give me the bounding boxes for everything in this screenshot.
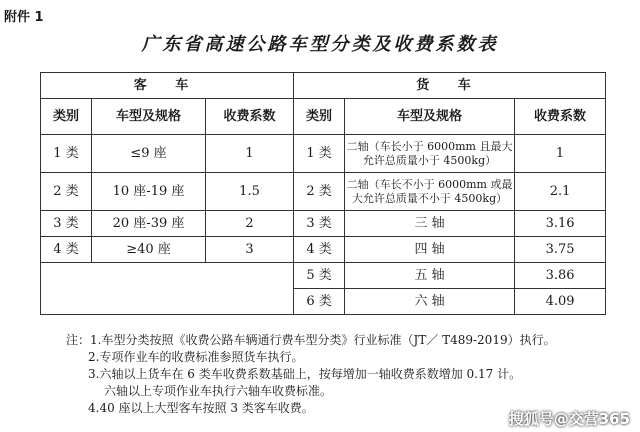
passenger-coef-cell: 1 <box>206 135 294 173</box>
note-line: 4.40 座以上大型客车按照 3 类客车收费。 <box>88 401 314 415</box>
fee-table <box>40 72 606 315</box>
passenger-spec-cell: ≥40 座 <box>92 237 206 263</box>
truck-coef-cell: 3.86 <box>515 263 606 289</box>
table-row <box>41 263 606 289</box>
passenger-spec-cell: ≤9 座 <box>92 135 206 173</box>
truck-class-cell: 4 类 <box>294 237 345 263</box>
passenger-coef-cell: 3 <box>206 237 294 263</box>
truck-coef-cell: 3.75 <box>515 237 606 263</box>
col-header-model: 车型及规格 <box>92 99 206 135</box>
document-title: 广东省高速公路车型分类及收费系数表 <box>141 34 499 55</box>
passenger-class-cell: 2 类 <box>41 173 92 211</box>
truck-class-cell: 3 类 <box>294 211 345 237</box>
truck-coef-cell: 4.09 <box>515 289 606 315</box>
truck-spec-cell: 五 轴 <box>345 263 515 289</box>
watermark: 搜狐号@交营365 <box>508 410 630 428</box>
col-header-coef: 收费系数 <box>206 99 294 135</box>
passenger-spec-cell: 20 座-39 座 <box>92 211 206 237</box>
passenger-class-cell: 4 类 <box>41 237 92 263</box>
table-row <box>41 237 606 263</box>
attachment-label: 附件 1 <box>4 10 44 25</box>
passenger-coef-cell: 1.5 <box>206 173 294 211</box>
note-line: 3.六轴以上货车在 6 类车收费系数基础上，按每增加一轴收费系数增加 0.17 计。 <box>88 367 522 381</box>
truck-coef-cell: 3.16 <box>515 211 606 237</box>
truck-spec-cell: 二轴（车长不小于 6000mm 或最大允许总质量不小于 4500kg） <box>345 173 515 211</box>
empty-passenger-cell <box>41 263 294 315</box>
note-line: 六轴以上专项作业车执行六轴车收费标准。 <box>104 384 333 398</box>
col-header-class: 类别 <box>41 99 92 135</box>
table-row <box>41 173 606 211</box>
table-row <box>41 135 606 173</box>
truck-coef-cell: 2.1 <box>515 173 606 211</box>
passenger-coef-cell: 2 <box>206 211 294 237</box>
passenger-group-header: 客 车 <box>41 73 294 99</box>
truck-group-header: 货 车 <box>294 73 606 99</box>
truck-spec-cell: 六 轴 <box>345 289 515 315</box>
passenger-class-cell: 1 类 <box>41 135 92 173</box>
table-row <box>41 211 606 237</box>
passenger-spec-cell: 10 座-19 座 <box>92 173 206 211</box>
col-header-coef: 收费系数 <box>515 99 606 135</box>
truck-class-cell: 2 类 <box>294 173 345 211</box>
truck-coef-cell: 1 <box>515 135 606 173</box>
passenger-class-cell: 3 类 <box>41 211 92 237</box>
note-line: 注：1.车型分类按照《收费公路车辆通行费车型分类》行业标准（JT／ T489-2019）执行。 <box>66 333 556 347</box>
truck-class-cell: 6 类 <box>294 289 345 315</box>
truck-spec-cell: 二轴（车长小于 6000mm 且最大允许总质量小于 4500kg） <box>345 135 515 173</box>
truck-class-cell: 5 类 <box>294 263 345 289</box>
truck-spec-cell: 四 轴 <box>345 237 515 263</box>
col-header-model: 车型及规格 <box>345 99 515 135</box>
truck-class-cell: 1 类 <box>294 135 345 173</box>
notes-section <box>66 332 626 417</box>
truck-spec-cell: 三 轴 <box>345 211 515 237</box>
col-header-class: 类别 <box>294 99 345 135</box>
note-line: 2.专项作业车的收费标准参照货车执行。 <box>88 350 304 364</box>
